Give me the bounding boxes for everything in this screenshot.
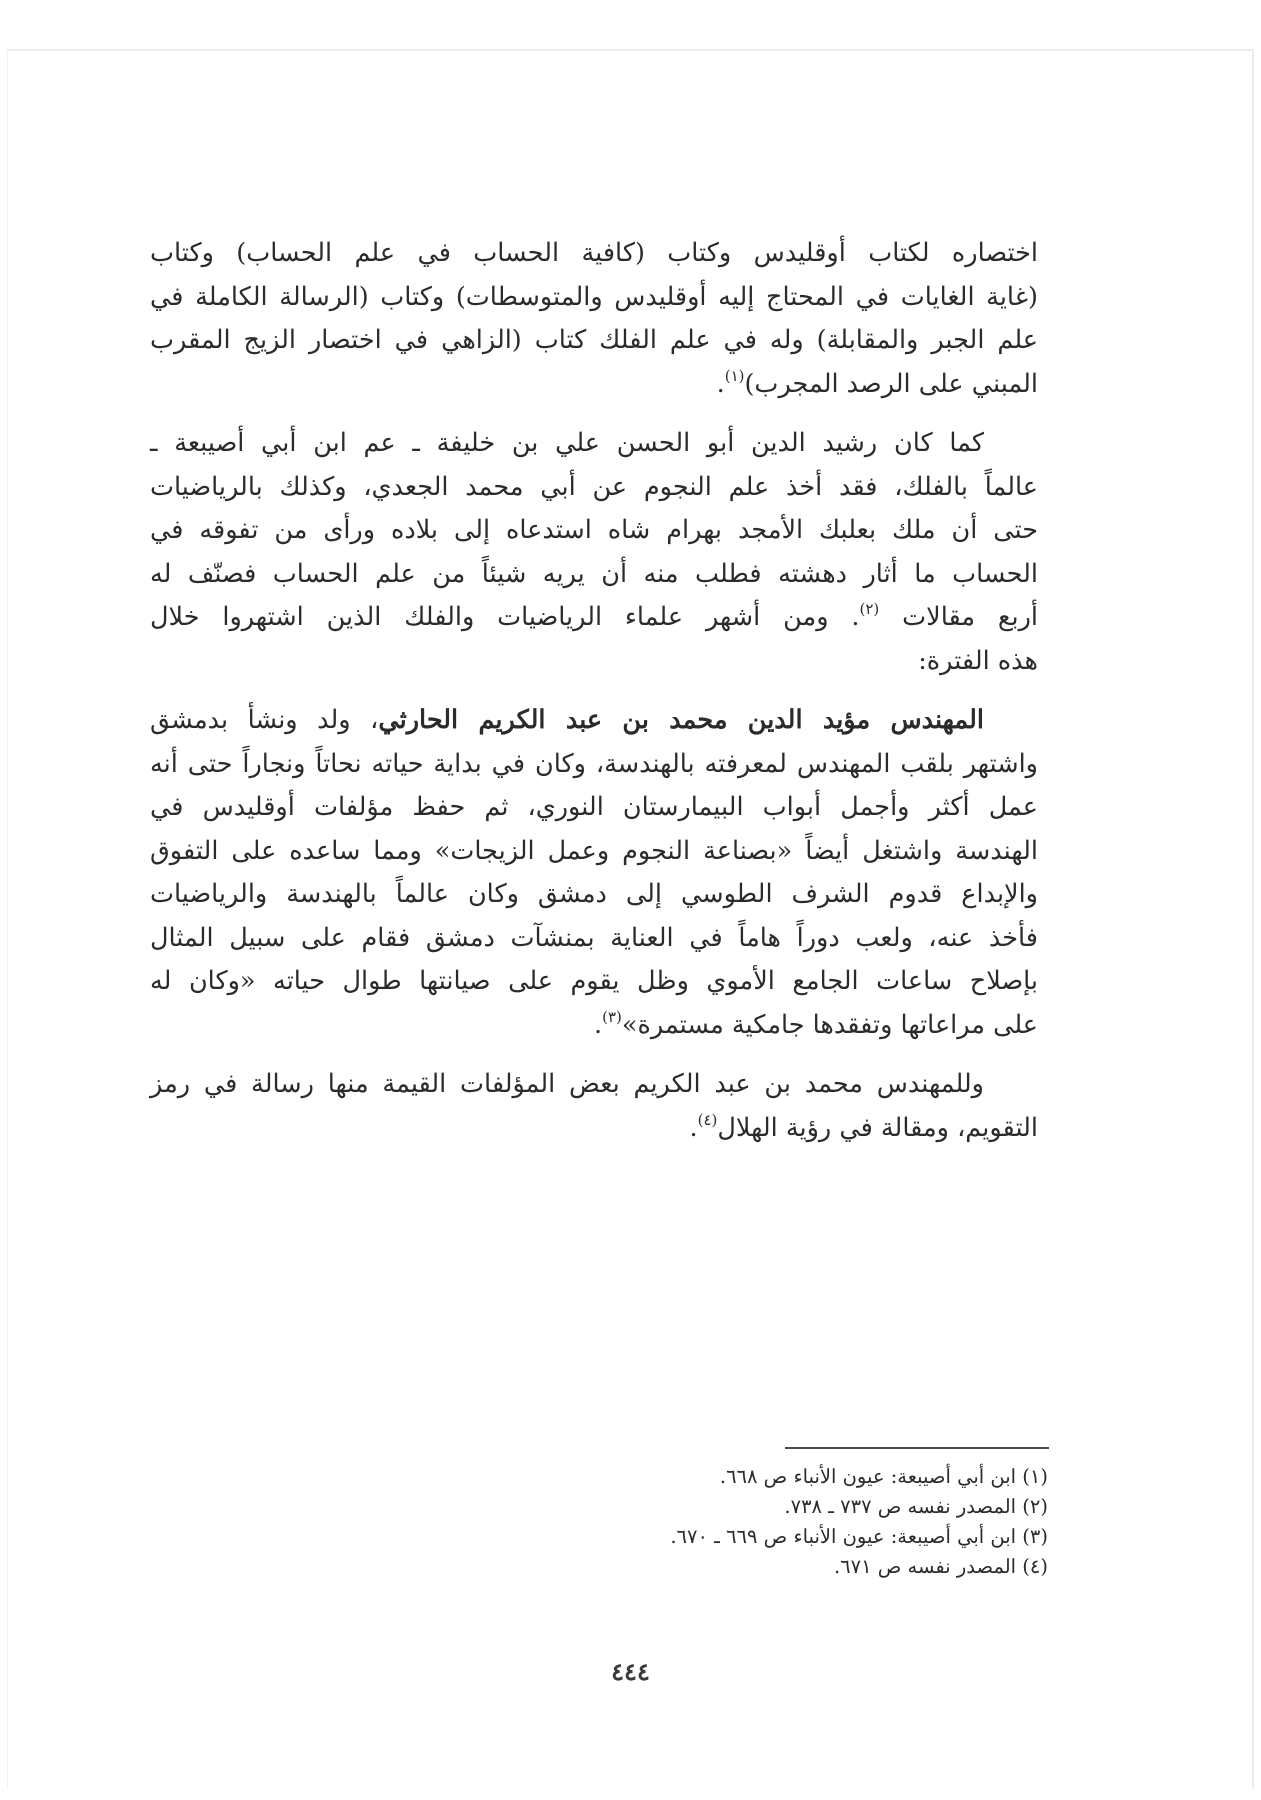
footnote-ref-1[interactable]: (١)	[724, 366, 745, 385]
text-fragment: أربع مقالات	[902, 602, 1038, 632]
text-line	[150, 1107, 1038, 1151]
footnote-separator	[785, 1447, 1049, 1449]
footnotes	[560, 1462, 1048, 1582]
text-line	[150, 363, 1038, 407]
text-line	[150, 596, 1038, 640]
text-line: اختصاره لكتاب أوقليدس وكتاب (كافية الحساب في علم الحساب) وكتاب	[150, 238, 1038, 268]
text-line: الحساب ما أثار دهشته فطلب منه أن يريه شيئاً من علم الحساب فصنّف له	[150, 558, 1038, 589]
text-fragment: .	[689, 1112, 698, 1143]
footnote-ref-2[interactable]: (٢)	[859, 600, 880, 618]
text-line: واشتهر بلقب المهندس لمعرفته بالهندسة، وكان في بداية حياته نحاتاً ونجاراً حتى أنه	[150, 748, 1038, 779]
footnote-ref-3[interactable]: (٣)	[602, 1007, 622, 1026]
text-fragment: التقويم، ومقالة في رؤية الهلال	[717, 1112, 1038, 1143]
text-line: كما كان رشيد الدين أبو الحسن علي بن خليفة ـ عم ابن أبي أصيبعة ـ	[150, 428, 984, 458]
text-fragment: . ومن أشهر علماء الرياضيات والفلك الذين اشتهروا خلال	[150, 602, 860, 632]
footnote-1: (١) ابن أبي أصيبعة: عيون الأنباء ص ٦٦٨.	[719, 1465, 1048, 1488]
scholar-name-heading: المهندس مؤيد الدين محمد بن عبد الكريم الحارثي	[378, 705, 985, 735]
text-fragment: ، ولد ونشأ بدمشق	[150, 705, 379, 735]
text-line: عمل أكثر وأجمل أبواب البيمارستان النوري، ثم حفظ مؤلفات أوقليدس في	[150, 792, 1038, 822]
paragraph-3	[150, 699, 1038, 1047]
text-line: بإصلاح ساعات الجامع الأموي وظل يقوم على صيانتها طوال حياته «وكان له	[150, 966, 1038, 996]
text-line: عالماً بالفلك، فقد أخذ علم النجوم عن أبي محمد الجعدي، وكذلك بالرياضيات	[150, 471, 1038, 502]
text-fragment: المبني على الرصد المجرب)	[744, 368, 1038, 399]
page-body	[150, 232, 1038, 1166]
text-line: الهندسة واشتغل أيضاً «بصناعة النجوم وعمل الزيجات» ومما ساعده على التفوق	[150, 835, 1038, 866]
paragraph-4	[150, 1063, 1038, 1150]
text-line: والإبداع قدوم الشرف الطوسي إلى دمشق وكان عالماً بالهندسة والرياضيات	[150, 879, 1038, 909]
text-line: حتى أن ملك بعلبك الأمجد بهرام شاه استدعاه إلى بلاده ورأى من تفوقه في	[150, 515, 1038, 545]
text-line: هذه الفترة:	[918, 645, 1038, 676]
paragraph-2	[150, 422, 1038, 683]
footnote-3: (٣) ابن أبي أصيبعة: عيون الأنباء ص ٦٦٩ ـ ٦٧٠.	[670, 1525, 1048, 1548]
paragraph-1	[150, 232, 1038, 406]
text-line: علم الجبر والمقابلة) وله في علم الفلك كتاب (الزاهي في اختصار الزيج المقرب	[150, 325, 1038, 355]
text-line	[150, 699, 1038, 743]
footnote-2: (٢) المصدر نفسه ص ٧٣٧ ـ ٧٣٨.	[784, 1495, 1048, 1518]
text-line	[150, 1004, 1038, 1048]
page-number: ٤٤٤	[611, 1657, 650, 1686]
text-fragment: .	[594, 1009, 603, 1040]
footnote-ref-4[interactable]: (٤)	[697, 1110, 718, 1129]
text-line: (غاية الغايات في المحتاج إليه أوقليدس والمتوسطات) وكتاب (الرسالة الكاملة في	[150, 281, 1038, 312]
text-line: وللمهندس محمد بن عبد الكريم بعض المؤلفات القيمة منها رسالة في رمز	[150, 1069, 984, 1099]
text-line: فأخذ عنه، ولعب دوراً هاماً في العناية بمنشآت دمشق فقام على سبيل المثال	[150, 922, 1038, 953]
text-fragment: .	[716, 368, 725, 399]
text-fragment: على مراعاتها وتفقدها جامكية مستمرة»	[621, 1009, 1038, 1040]
footnote-4: (٤) المصدر نفسه ص ٦٧١.	[833, 1555, 1048, 1578]
